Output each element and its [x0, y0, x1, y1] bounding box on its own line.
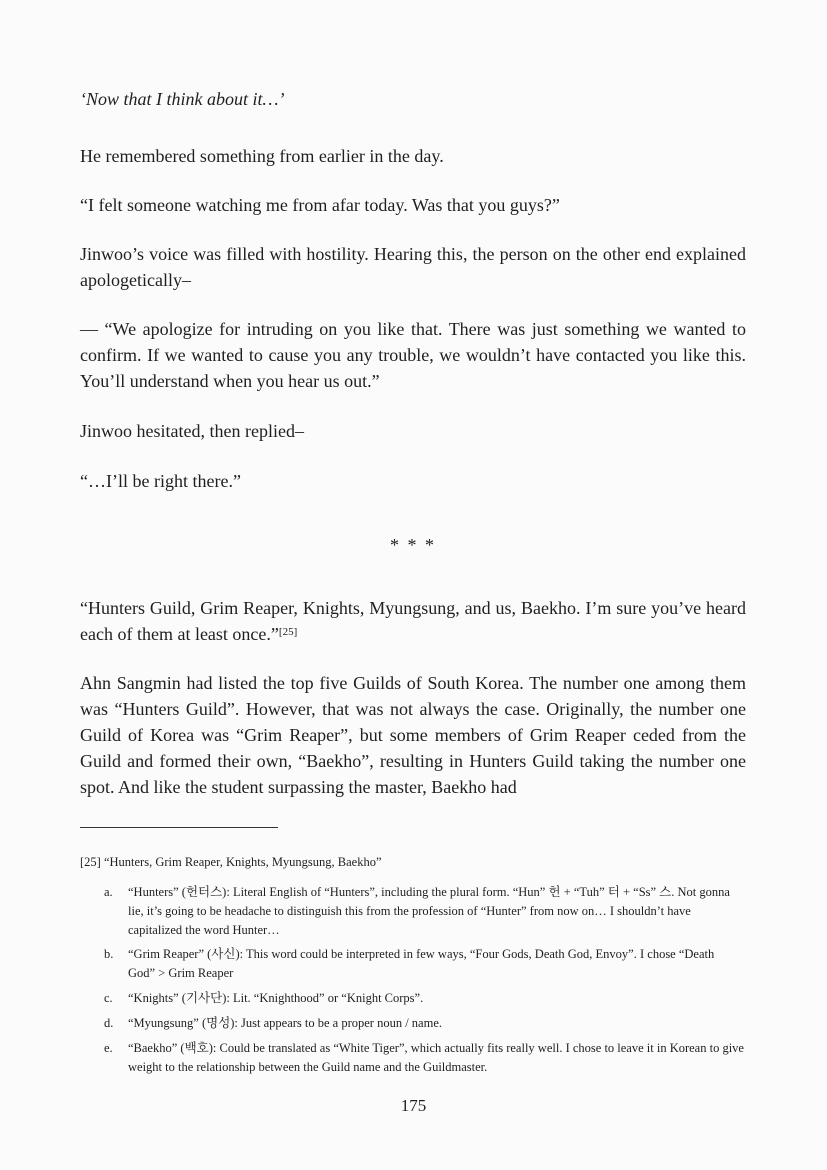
- footnote-item-letter: d.: [104, 1016, 114, 1030]
- footnote-item-text: “Grim Reaper” (사신): This word could be interpreted in few ways, “Four Gods, Death God, Envoy”. I chose “Death God” > Grim Reaper: [128, 947, 715, 980]
- footnote-item-text: “Hunters” (헌터스): Literal English of “Hunters”, including the plural form. “Hun” 헌 + “Tuh” 터 + “Ss” 스. Not gonna lie, it’s going to be headache to distinguish this from the profession of “Hunter” from now on… I shouldn’t have capitalized the word Hunter…: [128, 885, 730, 937]
- footnote-title: [25] “Hunters, Grim Reaper, Knights, Myungsung, Baekho”: [80, 855, 382, 869]
- footnote-item: [104, 883, 744, 940]
- paragraph-dialogue: “I felt someone watching me from afar today. Was that you guys?”: [80, 195, 560, 215]
- paragraph-narration: Ahn Sangmin had listed the top five Guilds of South Korea. The number one among them was “Hunters Guild”. However, that was not always the case. Originally, the number one Guild of Korea was “Grim Reaper”, but some members of Grim Reaper ceded from the Guild and formed their own, “Baekho”, resulting in Hunters Guild taking the number one spot. And like the student surpassing the master, Baekho had: [80, 673, 746, 797]
- footnote-item-letter: b.: [104, 947, 114, 961]
- footnote-item-text: “Baekho” (백호): Could be translated as “White Tiger”, which actually fits really well. I chose to leave it in Korean to give weight to the relationship between the Guild name and the Guildmaster.: [128, 1041, 744, 1074]
- paragraph-narration: Jinwoo hesitated, then replied–: [80, 421, 304, 441]
- footnote-item: [104, 1014, 744, 1033]
- page-number: 175: [400, 1096, 427, 1115]
- footnote-item-letter: e.: [104, 1041, 113, 1055]
- paragraph-dialogue: “…I’ll be right there.”: [80, 471, 241, 491]
- footnote-item-text: “Knights” (기사단): Lit. “Knighthood” or “Knight Corps”.: [128, 991, 424, 1005]
- footnote-item-letter: c.: [104, 991, 113, 1005]
- paragraph-dialogue: — “We apologize for intruding on you like that. There was just something we wanted to confirm. If we wanted to cause you any trouble, we wouldn’t have contacted you like this. You’ll understand when you hear us out.”: [80, 319, 746, 391]
- footnote-item: [104, 989, 744, 1008]
- paragraph-dialogue: [80, 595, 746, 647]
- footnote-item-text: “Myungsung” (명성): Just appears to be a proper noun / name.: [128, 1016, 443, 1030]
- footnote-divider: [80, 827, 278, 828]
- paragraph-thought: ‘Now that I think about it…’: [80, 89, 285, 109]
- footnote-reference[interactable]: [25]: [278, 626, 298, 638]
- scene-break: * * *: [390, 535, 436, 555]
- paragraph-narration: Jinwoo’s voice was filled with hostility. Hearing this, the person on the other end explained apologetically–: [80, 244, 746, 290]
- footnote-item: [104, 1039, 744, 1077]
- footnote-item-letter: a.: [104, 885, 113, 899]
- paragraph-text: “Hunters Guild, Grim Reaper, Knights, Myungsung, and us, Baekho. I’m sure you’ve heard each of them at least once.”: [80, 598, 746, 644]
- footnote-item: [104, 945, 744, 983]
- paragraph-narration: He remembered something from earlier in the day.: [80, 146, 444, 166]
